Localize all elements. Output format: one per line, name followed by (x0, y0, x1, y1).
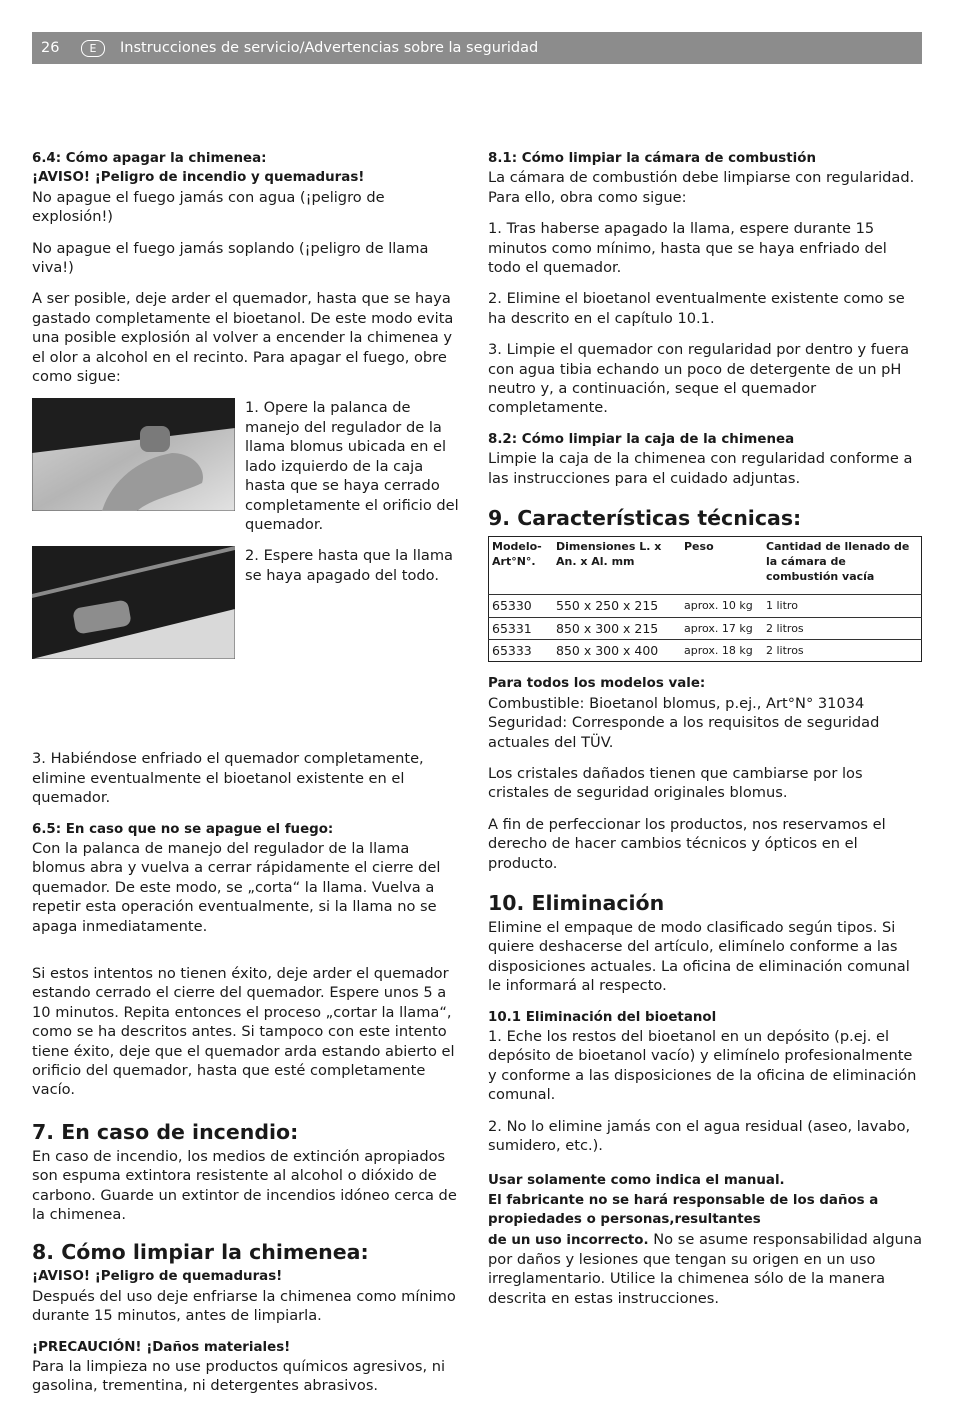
section-7-p1: En caso de incendio, los medios de extinción apropiados son espuma extintora resistente al alcohol o dióxido de carbono. Guarde un extintor de incendios idóneo cerca de la chimenea. (32, 1147, 457, 1224)
section-7-heading: 7. En caso de incendio: (32, 1119, 299, 1144)
section-6-5-p2: Si estos intentos no tienen éxito, deje arder el quemador estando cerrado el cierre del quemador. Espere unos 5 a 10 minutos. Repita entonces el proceso „cortar la llama“, como se ha descritos antes. Si tampoco con este intento tiene éxito, deje que el quemador arda estando abierto el orificio del quemador, hasta que esté completamente vacío. (32, 964, 455, 1099)
liability-bold-3: de un uso incorrecto. (488, 1232, 649, 1248)
section-9-heading: 9. Características técnicas: (488, 506, 802, 531)
section-8-heading: 8. Cómo limpiar la chimenea: (32, 1240, 369, 1265)
section-8-p1: Después del uso deje enfriarse la chimenea como mínimo durante 15 minutos, antes de limpiarla. (32, 1287, 456, 1325)
section-6-4-warning: ¡AVISO! ¡Peligro de incendio y quemaduras! (32, 170, 365, 186)
table-cell: 850 x 300 x 400 (556, 642, 659, 658)
section-6-5-p1: Con la palanca de manejo del regulador de la llama blomus abra y vuelva a cerrar rápidamente el cierre del quemador. De este modo, se „corta“ la llama. Vuelva a repetir esta operación eventualmente, si la llama no se apaga inmediatamente. (32, 839, 441, 935)
section-10-1-step2: 2. No lo elimine jamás con el agua residual (aseo, lavabo, sumidero, etc.). (488, 1117, 911, 1155)
lever-hand-image (32, 398, 235, 511)
section-6-4-p3: A ser posible, deje arder el quemador, hasta que se haya gastado completamente el bioetanol. De este modo evita una posible explosión al volver a encender la chimenea y el olor a alcohol en el recinto. Para apagar el fuego, obre como sigue: (32, 290, 454, 386)
table-cell: 65331 (489, 617, 554, 639)
section-8-caution: ¡PRECAUCIÓN! ¡Daños materiales! (32, 1339, 291, 1355)
section-9-fuel: Combustible: Bioetanol blomus, p.ej., Art°N° 31034 (488, 694, 865, 712)
page-number: 26 (41, 40, 60, 56)
section-10-1 (488, 1008, 924, 1105)
table-cell: 550 x 250 x 215 (553, 595, 681, 617)
section-8-1-p1: La cámara de combustión debe limpiarse con regularidad. Para ello, obra como sigue: (488, 169, 915, 206)
section-8-1-step2: 2. Elimine el bioetanol eventualmente existente como se ha descrito en el capítulo 10.1. (488, 290, 905, 327)
section-8-2-p1: Limpie la caja de la chimenea con regularidad conforme a las instrucciones para el cuidado adjuntas. (488, 450, 913, 487)
section-8-1-heading: 8.1: Cómo limpiar la cámara de combustión (488, 151, 816, 166)
section-8-1-step1: 1. Tras haberse apagado la llama, espere durante 15 minutos como mínimo, hasta que se haya enfriado del todo el quemador. (488, 220, 887, 277)
section-6-4-p1: No apague el fuego jamás con agua (¡peligro de explosión!) (32, 188, 385, 226)
flame-regulator-image (32, 546, 235, 659)
table-cell: 850 x 300 x 215 (553, 617, 681, 639)
step-3-text: 3. Habiéndose enfriado el quemador completamente, elimine eventualmente el bioetanol existente en el quemador. (32, 750, 424, 807)
section-9-p1: Los cristales dañados tienen que cambiarse por los cristales de seguridad originales blomus. (488, 764, 863, 802)
col-header-dimensions: Dimensiones L. x An. x Al. mm (553, 537, 681, 595)
page-header (32, 32, 922, 64)
right-column (488, 149, 924, 1320)
table-cell: 65333 (492, 642, 532, 658)
table-cell: aprox. 10 kg (681, 595, 763, 617)
step-2-row (32, 546, 464, 659)
section-9-p2: A fin de perfeccionar los productos, nos reservamos el derecho de hacer cambios técnicos y ópticos en el producto. (488, 815, 886, 872)
step-1-text: 1. Opere la palanca de manejo del regulador de la llama blomus ubicada en el lado izquierdo de la caja hasta que se haya cerrado completamente el orificio del quemador. (245, 399, 459, 533)
step-2-text: 2. Espere hasta que la llama se haya apagado del todo. (245, 547, 454, 584)
left-column (32, 149, 464, 1408)
liability-bold-1: Usar solamente como indica el manual. (488, 1173, 785, 1189)
table-row (489, 595, 922, 617)
table-cell: 65330 (489, 595, 554, 617)
col-header-weight: Peso (681, 537, 763, 595)
liability-notice (488, 1171, 924, 1308)
section-8-1 (488, 149, 924, 207)
table-header-row (489, 537, 922, 595)
table-cell: 2 litros (766, 643, 804, 657)
table-cell: 1 litro (763, 595, 922, 617)
section-8-2-heading: 8.2: Cómo limpiar la caja de la chimenea (488, 431, 795, 447)
table-row (489, 639, 922, 661)
section-8-block (32, 1267, 464, 1325)
section-6-4-heading: 6.4: Cómo apagar la chimenea: (32, 151, 267, 166)
step-1-row (32, 398, 464, 534)
section-6-4-p2: No apague el fuego jamás soplando (¡peligro de llama viva!) (32, 239, 429, 277)
col-header-capacity: Cantidad de llenado de la cámara de combustión vacía (763, 537, 922, 595)
section-10-heading: 10. Eliminación (488, 890, 665, 915)
col-header-model: Modelo-Art°N°. (489, 537, 554, 595)
section-6-5-heading: 6.5: En caso que no se apague el fuego: (32, 821, 334, 837)
section-10-p1: Elimine el empaque de modo clasificado según tipos. Si quiere deshacerse del artículo, elimínelo conforme a las disposiciones actuales. La oficina de eliminación comunal le informará al respecto. (488, 918, 910, 995)
section-9-safety: Seguridad: Corresponde a los requisitos de seguridad actuales del TÜV. (488, 714, 880, 751)
section-8-2 (488, 430, 924, 488)
section-8-warning: ¡AVISO! ¡Peligro de quemaduras! (32, 1269, 283, 1285)
tech-specs-table (488, 536, 922, 662)
section-9-specs (488, 674, 924, 752)
section-8-1-step3: 3. Limpie el quemador con regularidad por dentro y fuera con agua tibia echando un poco de detergente de un pH neutro y, a continuación, seque el quemador completamente. (488, 341, 910, 417)
section-8-caution-block (32, 1338, 464, 1396)
table-cell: aprox. 17 kg (681, 617, 763, 639)
section-8-p2: Para la limpieza no use productos químicos agresivos, ni gasolina, trementina, ni detergentes abrasivos. (32, 1358, 446, 1395)
header-title: Instrucciones de servicio/Advertencias sobre la seguridad (120, 40, 539, 56)
liability-bold-2: El fabricante no se hará responsable de los daños a propiedades o personas,resultantes (488, 1192, 879, 1228)
table-row (489, 617, 922, 639)
language-badge: E (81, 40, 105, 57)
section-6-4 (32, 149, 464, 227)
table-cell: aprox. 18 kg (684, 643, 753, 657)
section-10-1-step1: 1. Eche los restos del bioetanol en un depósito (p.ej. el depósito de bioetanol vacío) y elimínelo profesionalmente y conforme a las disposiciones de la oficina de eliminación comunal. (488, 1028, 917, 1104)
section-10-1-heading: 10.1 Eliminación del bioetanol (488, 1009, 717, 1025)
table-cell: 2 litros (763, 617, 922, 639)
liability-text: No se asume responsabilidad alguna por daños y lesiones que tengan su origen en un uso irreglamentario. Utilice la chimenea sólo de la manera descrita en estas instrucciones. (488, 1230, 923, 1307)
section-9-all-models: Para todos los modelos vale: (488, 676, 706, 692)
section-6-5 (32, 820, 464, 936)
